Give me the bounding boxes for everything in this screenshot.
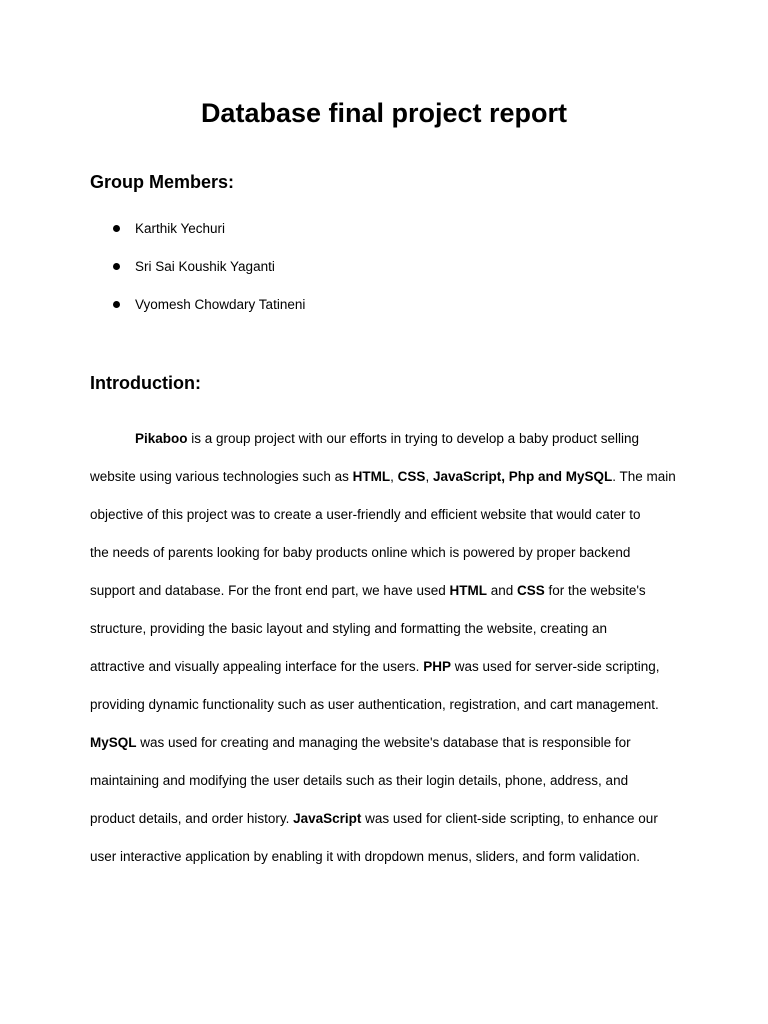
text-run: and — [486, 583, 518, 598]
bold-text-run: Pikaboo — [135, 431, 188, 446]
text-run: was used for creating and managing the website's database that is responsible for — [136, 735, 631, 750]
group-members-heading: Group Members: — [90, 172, 235, 192]
text-run: website using various technologies such as — [90, 469, 353, 484]
text-run: product details, and order history. — [90, 811, 294, 826]
text-run: maintaining and modifying the user details such as their login details, phone, address, and — [90, 773, 629, 788]
paragraph-line — [90, 762, 682, 800]
paragraph-line — [90, 534, 682, 572]
bullet-icon — [113, 263, 120, 270]
text-run: user interactive application by enabling it with dropdown menus, sliders, and form validation. — [90, 849, 641, 864]
text-run: for the website's — [544, 583, 646, 598]
text-run: . The main — [612, 469, 676, 484]
text-run: support and database. For the front end part, we have used — [90, 583, 450, 598]
text-run: structure, providing the basic layout and styling and formatting the website, creating an — [90, 621, 608, 636]
paragraph-line — [90, 686, 682, 724]
list-item — [90, 294, 305, 332]
bold-text-run: CSS — [397, 469, 426, 484]
member-name: Sri Sai Koushik Yaganti — [135, 259, 275, 274]
document-title: Database final project report — [200, 98, 568, 128]
bold-text-run: JavaScript, Php and MySQL — [432, 469, 613, 484]
introduction-paragraph — [90, 420, 682, 876]
paragraph-line — [90, 458, 682, 496]
text-run: the needs of parents looking for baby products online which is powered by proper backend — [90, 545, 631, 560]
text-run: objective of this project was to create a user-friendly and efficient website that would cater to — [90, 507, 641, 522]
text-run: , — [390, 469, 398, 484]
member-name: Vyomesh Chowdary Tatineni — [135, 297, 306, 312]
list-item — [90, 256, 305, 294]
bold-text-run: CSS — [517, 583, 545, 598]
member-name: Karthik Yechuri — [135, 221, 226, 236]
paragraph-line — [90, 838, 682, 876]
bold-text-run: HTML — [352, 469, 391, 484]
paragraph-line — [90, 572, 682, 610]
paragraph-line — [90, 648, 682, 686]
text-run: was used for server-side scripting, — [450, 659, 660, 674]
text-run: , — [425, 469, 433, 484]
paragraph-line — [90, 610, 682, 648]
group-members-list — [90, 218, 305, 332]
paragraph-line — [90, 420, 682, 458]
text-run: attractive and visually appealing interface for the users. — [90, 659, 424, 674]
list-item — [90, 218, 305, 256]
bullet-icon — [113, 301, 120, 308]
paragraph-line — [90, 724, 682, 762]
paragraph-line — [90, 800, 682, 838]
introduction-heading: Introduction: — [90, 373, 201, 393]
bold-text-run: PHP — [423, 659, 451, 674]
text-run: was used for client-side scripting, to enhance our — [361, 811, 658, 826]
bold-text-run: JavaScript — [293, 811, 362, 826]
text-run: providing dynamic functionality such as user authentication, registration, and cart management. — [90, 697, 659, 712]
bold-text-run: MySQL — [90, 735, 137, 750]
bullet-icon — [113, 225, 120, 232]
paragraph-line — [90, 496, 682, 534]
text-run: is a group project with our efforts in trying to develop a baby product selling — [187, 431, 640, 446]
bold-text-run: HTML — [449, 583, 487, 598]
